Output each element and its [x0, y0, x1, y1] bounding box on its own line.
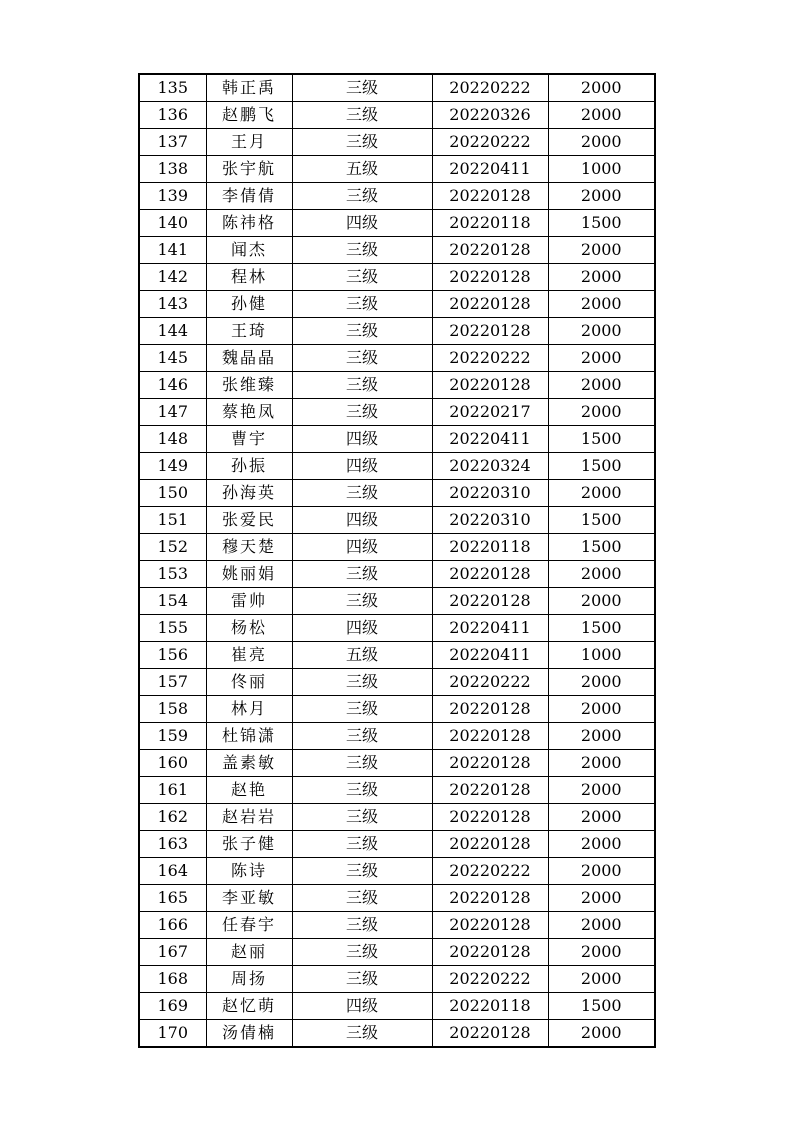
amount-cell: 1500: [548, 615, 655, 642]
level-cell: 三级: [292, 669, 432, 696]
date-cell: 20220118: [432, 993, 548, 1020]
date-cell: 20220128: [432, 804, 548, 831]
date-cell: 20220128: [432, 291, 548, 318]
amount-cell: 2000: [548, 399, 655, 426]
amount-cell: 2000: [548, 237, 655, 264]
table-row: [139, 696, 655, 723]
row-number-cell: 169: [139, 993, 206, 1020]
table-row: [139, 912, 655, 939]
name-cell: 李亚敏: [206, 885, 292, 912]
name-cell: 李倩倩: [206, 183, 292, 210]
amount-cell: 2000: [548, 723, 655, 750]
table-row: [139, 669, 655, 696]
level-cell: 五级: [292, 642, 432, 669]
date-cell: 20220411: [432, 156, 548, 183]
table-row: [139, 939, 655, 966]
table-row: [139, 399, 655, 426]
amount-cell: 2000: [548, 966, 655, 993]
row-number-cell: 166: [139, 912, 206, 939]
date-cell: 20220222: [432, 858, 548, 885]
amount-cell: 2000: [548, 480, 655, 507]
amount-cell: 2000: [548, 129, 655, 156]
amount-cell: 1000: [548, 156, 655, 183]
roster-table: [138, 73, 656, 1048]
level-cell: 三级: [292, 345, 432, 372]
amount-cell: 1000: [548, 642, 655, 669]
level-cell: 三级: [292, 912, 432, 939]
table-row: [139, 156, 655, 183]
level-cell: 三级: [292, 723, 432, 750]
table-row: [139, 318, 655, 345]
table-row: [139, 642, 655, 669]
amount-cell: 1500: [548, 507, 655, 534]
name-cell: 张宇航: [206, 156, 292, 183]
row-number-cell: 164: [139, 858, 206, 885]
level-cell: 三级: [292, 588, 432, 615]
table-row: [139, 480, 655, 507]
level-cell: 三级: [292, 939, 432, 966]
row-number-cell: 135: [139, 74, 206, 102]
date-cell: 20220222: [432, 345, 548, 372]
name-cell: 佟丽: [206, 669, 292, 696]
amount-cell: 2000: [548, 939, 655, 966]
table-row: [139, 183, 655, 210]
name-cell: 陈诗: [206, 858, 292, 885]
date-cell: 20220128: [432, 1020, 548, 1048]
date-cell: 20220222: [432, 966, 548, 993]
name-cell: 张爱民: [206, 507, 292, 534]
row-number-cell: 156: [139, 642, 206, 669]
amount-cell: 2000: [548, 858, 655, 885]
name-cell: 张子健: [206, 831, 292, 858]
name-cell: 林月: [206, 696, 292, 723]
table-row: [139, 858, 655, 885]
amount-cell: 2000: [548, 291, 655, 318]
row-number-cell: 145: [139, 345, 206, 372]
level-cell: 三级: [292, 399, 432, 426]
level-cell: 四级: [292, 993, 432, 1020]
level-cell: 三级: [292, 831, 432, 858]
name-cell: 雷帅: [206, 588, 292, 615]
amount-cell: 2000: [548, 750, 655, 777]
date-cell: 20220128: [432, 183, 548, 210]
level-cell: 三级: [292, 372, 432, 399]
date-cell: 20220222: [432, 74, 548, 102]
level-cell: 五级: [292, 156, 432, 183]
roster-table-body: [139, 74, 655, 1047]
level-cell: 三级: [292, 966, 432, 993]
amount-cell: 2000: [548, 74, 655, 102]
date-cell: 20220128: [432, 561, 548, 588]
table-row: [139, 372, 655, 399]
table-row: [139, 804, 655, 831]
level-cell: 三级: [292, 264, 432, 291]
amount-cell: 2000: [548, 102, 655, 129]
date-cell: 20220128: [432, 588, 548, 615]
table-row: [139, 507, 655, 534]
amount-cell: 2000: [548, 777, 655, 804]
name-cell: 孙海英: [206, 480, 292, 507]
amount-cell: 2000: [548, 885, 655, 912]
name-cell: 赵忆萌: [206, 993, 292, 1020]
amount-cell: 2000: [548, 696, 655, 723]
amount-cell: 2000: [548, 912, 655, 939]
row-number-cell: 140: [139, 210, 206, 237]
level-cell: 三级: [292, 74, 432, 102]
date-cell: 20220128: [432, 723, 548, 750]
date-cell: 20220128: [432, 264, 548, 291]
date-cell: 20220324: [432, 453, 548, 480]
row-number-cell: 149: [139, 453, 206, 480]
level-cell: 三级: [292, 183, 432, 210]
table-row: [139, 426, 655, 453]
name-cell: 蔡艳凤: [206, 399, 292, 426]
row-number-cell: 165: [139, 885, 206, 912]
name-cell: 姚丽娟: [206, 561, 292, 588]
level-cell: 四级: [292, 210, 432, 237]
row-number-cell: 158: [139, 696, 206, 723]
row-number-cell: 157: [139, 669, 206, 696]
table-row: [139, 129, 655, 156]
amount-cell: 2000: [548, 183, 655, 210]
amount-cell: 2000: [548, 804, 655, 831]
date-cell: 20220128: [432, 777, 548, 804]
row-number-cell: 162: [139, 804, 206, 831]
row-number-cell: 141: [139, 237, 206, 264]
table-row: [139, 615, 655, 642]
amount-cell: 2000: [548, 669, 655, 696]
date-cell: 20220411: [432, 426, 548, 453]
level-cell: 四级: [292, 507, 432, 534]
date-cell: 20220310: [432, 480, 548, 507]
level-cell: 三级: [292, 1020, 432, 1048]
level-cell: 三级: [292, 750, 432, 777]
name-cell: 陈祎格: [206, 210, 292, 237]
table-row: [139, 74, 655, 102]
table-row: [139, 210, 655, 237]
date-cell: 20220128: [432, 318, 548, 345]
name-cell: 任春宇: [206, 912, 292, 939]
level-cell: 四级: [292, 453, 432, 480]
name-cell: 孙健: [206, 291, 292, 318]
row-number-cell: 168: [139, 966, 206, 993]
table-row: [139, 291, 655, 318]
row-number-cell: 151: [139, 507, 206, 534]
row-number-cell: 160: [139, 750, 206, 777]
row-number-cell: 167: [139, 939, 206, 966]
level-cell: 三级: [292, 291, 432, 318]
date-cell: 20220128: [432, 831, 548, 858]
name-cell: 赵丽: [206, 939, 292, 966]
level-cell: 三级: [292, 318, 432, 345]
name-cell: 闻杰: [206, 237, 292, 264]
row-number-cell: 161: [139, 777, 206, 804]
table-row: [139, 345, 655, 372]
amount-cell: 2000: [548, 588, 655, 615]
name-cell: 赵艳: [206, 777, 292, 804]
name-cell: 穆天楚: [206, 534, 292, 561]
table-row: [139, 534, 655, 561]
level-cell: 四级: [292, 534, 432, 561]
name-cell: 崔亮: [206, 642, 292, 669]
level-cell: 四级: [292, 426, 432, 453]
name-cell: 韩正禹: [206, 74, 292, 102]
level-cell: 三级: [292, 480, 432, 507]
name-cell: 周扬: [206, 966, 292, 993]
name-cell: 赵鹏飞: [206, 102, 292, 129]
level-cell: 三级: [292, 777, 432, 804]
row-number-cell: 153: [139, 561, 206, 588]
name-cell: 魏晶晶: [206, 345, 292, 372]
amount-cell: 2000: [548, 1020, 655, 1048]
row-number-cell: 144: [139, 318, 206, 345]
date-cell: 20220222: [432, 129, 548, 156]
amount-cell: 2000: [548, 318, 655, 345]
row-number-cell: 154: [139, 588, 206, 615]
name-cell: 张维臻: [206, 372, 292, 399]
level-cell: 三级: [292, 237, 432, 264]
table-row: [139, 588, 655, 615]
date-cell: 20220222: [432, 669, 548, 696]
level-cell: 三级: [292, 102, 432, 129]
date-cell: 20220411: [432, 642, 548, 669]
row-number-cell: 152: [139, 534, 206, 561]
name-cell: 孙振: [206, 453, 292, 480]
level-cell: 三级: [292, 804, 432, 831]
row-number-cell: 146: [139, 372, 206, 399]
date-cell: 20220310: [432, 507, 548, 534]
date-cell: 20220217: [432, 399, 548, 426]
row-number-cell: 163: [139, 831, 206, 858]
level-cell: 三级: [292, 858, 432, 885]
table-row: [139, 237, 655, 264]
name-cell: 杜锦潇: [206, 723, 292, 750]
level-cell: 三级: [292, 561, 432, 588]
date-cell: 20220128: [432, 696, 548, 723]
date-cell: 20220128: [432, 912, 548, 939]
name-cell: 王月: [206, 129, 292, 156]
row-number-cell: 155: [139, 615, 206, 642]
name-cell: 盖素敏: [206, 750, 292, 777]
table-row: [139, 561, 655, 588]
amount-cell: 1500: [548, 426, 655, 453]
amount-cell: 1500: [548, 993, 655, 1020]
table-row: [139, 264, 655, 291]
amount-cell: 1500: [548, 534, 655, 561]
date-cell: 20220118: [432, 210, 548, 237]
date-cell: 20220118: [432, 534, 548, 561]
level-cell: 三级: [292, 696, 432, 723]
name-cell: 王琦: [206, 318, 292, 345]
amount-cell: 2000: [548, 264, 655, 291]
date-cell: 20220128: [432, 372, 548, 399]
table-row: [139, 966, 655, 993]
name-cell: 汤倩楠: [206, 1020, 292, 1048]
row-number-cell: 148: [139, 426, 206, 453]
level-cell: 三级: [292, 129, 432, 156]
table-row: [139, 831, 655, 858]
amount-cell: 1500: [548, 453, 655, 480]
name-cell: 杨松: [206, 615, 292, 642]
name-cell: 赵岩岩: [206, 804, 292, 831]
row-number-cell: 170: [139, 1020, 206, 1048]
table-row: [139, 102, 655, 129]
amount-cell: 2000: [548, 831, 655, 858]
row-number-cell: 139: [139, 183, 206, 210]
date-cell: 20220128: [432, 237, 548, 264]
table-row: [139, 453, 655, 480]
row-number-cell: 150: [139, 480, 206, 507]
date-cell: 20220128: [432, 750, 548, 777]
table-row: [139, 777, 655, 804]
date-cell: 20220128: [432, 939, 548, 966]
row-number-cell: 142: [139, 264, 206, 291]
table-row: [139, 723, 655, 750]
level-cell: 四级: [292, 615, 432, 642]
date-cell: 20220128: [432, 885, 548, 912]
table-row: [139, 750, 655, 777]
row-number-cell: 159: [139, 723, 206, 750]
row-number-cell: 143: [139, 291, 206, 318]
table-row: [139, 885, 655, 912]
date-cell: 20220326: [432, 102, 548, 129]
name-cell: 程林: [206, 264, 292, 291]
table-row: [139, 993, 655, 1020]
name-cell: 曹宇: [206, 426, 292, 453]
amount-cell: 1500: [548, 210, 655, 237]
amount-cell: 2000: [548, 345, 655, 372]
table-row: [139, 1020, 655, 1048]
amount-cell: 2000: [548, 561, 655, 588]
row-number-cell: 136: [139, 102, 206, 129]
level-cell: 三级: [292, 885, 432, 912]
row-number-cell: 147: [139, 399, 206, 426]
amount-cell: 2000: [548, 372, 655, 399]
date-cell: 20220411: [432, 615, 548, 642]
row-number-cell: 138: [139, 156, 206, 183]
row-number-cell: 137: [139, 129, 206, 156]
